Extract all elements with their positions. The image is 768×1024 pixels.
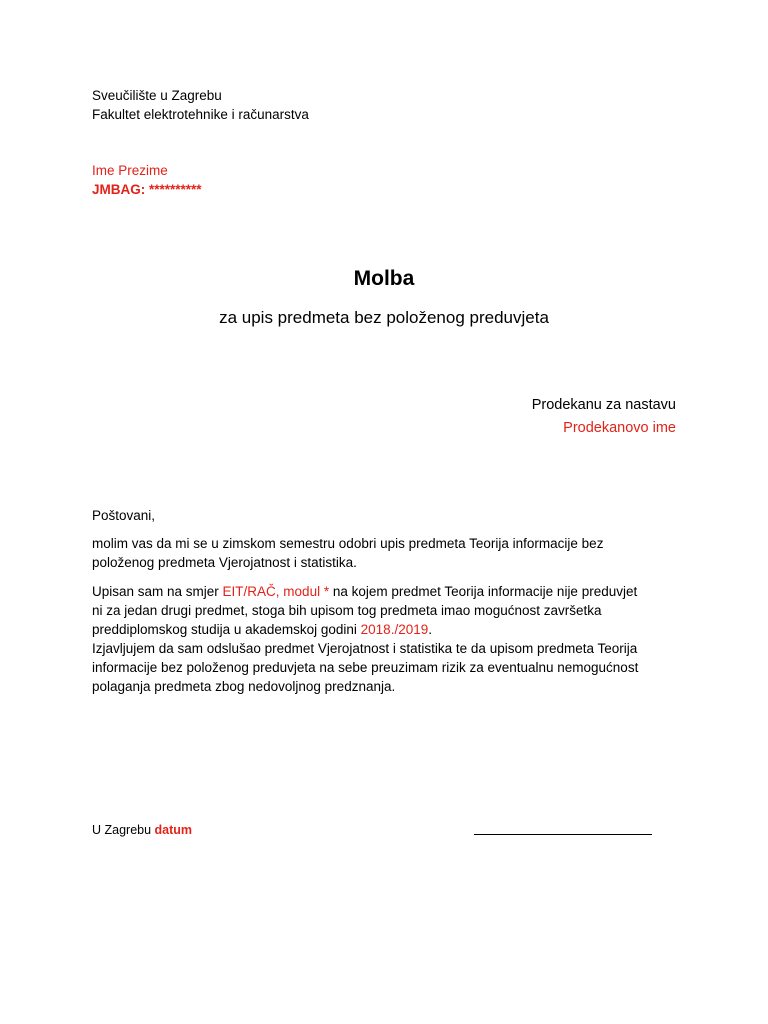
- paragraph-2-line-3-rest: .: [428, 622, 432, 637]
- student-name: Ime Prezime: [92, 163, 168, 178]
- paragraph-3-line-1: Izjavljujem da sam odslušao predmet Vjerojatnost i statistika te da upisom predmeta Teorija: [92, 641, 638, 656]
- paragraph-3-line-3: polaganja predmeta zbog nedovoljnog predznanja.: [92, 679, 396, 694]
- signature-line: [474, 822, 652, 835]
- paragraph-2-line-1-text: Upisan sam na smjer: [92, 584, 223, 599]
- paragraph-2-line-2: ni za jedan drugi predmet, stoga bih upisom tog predmeta imao mogućnost završetka: [92, 603, 602, 618]
- place-date: [92, 821, 192, 840]
- greeting: Poštovani,: [92, 508, 156, 523]
- paragraph-2-line-1: [92, 582, 637, 601]
- recipient-role: Prodekanu za nastavu: [531, 397, 676, 413]
- paragraph-3-line-2: informacije bez položenog preduvjeta na sebe preuzimam rizik za eventualnu nemogućnost: [92, 660, 639, 675]
- document-subtitle: za upis predmeta bez položenog preduvjeta: [219, 308, 549, 327]
- paragraph-2-line-3-text: preddiplomskog studija u akademskoj godini: [92, 622, 361, 637]
- faculty-name: Fakultet elektrotehnike i računarstva: [92, 107, 309, 122]
- date: datum: [154, 823, 193, 837]
- academic-year: 2018./2019: [360, 622, 429, 637]
- paragraph-2-line-1-rest: na kojem predmet Teorija informacije nije preduvjet: [329, 584, 638, 599]
- student-jmbag: JMBAG: **********: [92, 182, 202, 197]
- document-title: Molba: [353, 267, 415, 290]
- study-program: EIT/RAČ, modul *: [222, 584, 330, 599]
- paragraph-1-line-1: molim vas da mi se u zimskom semestru odobri upis predmeta Teorija informacije bez: [92, 536, 604, 551]
- recipient-name: Prodekanovo ime: [563, 420, 676, 436]
- paragraph-1-line-2: položenog predmeta Vjerojatnost i statistika.: [92, 555, 357, 570]
- place: U Zagrebu: [92, 823, 155, 837]
- paragraph-2-line-3: [92, 620, 432, 639]
- university-name: Sveučilište u Zagrebu: [92, 88, 222, 103]
